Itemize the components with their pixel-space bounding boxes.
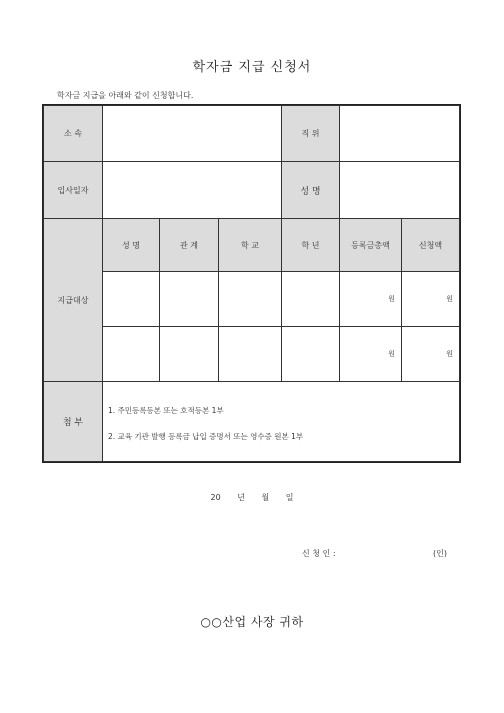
applicant-label: 신 청 인 : [302, 549, 336, 558]
payee-1-grade-field[interactable] [281, 271, 340, 327]
col-header-school: 학 교 [218, 218, 282, 272]
col-header-name: 성 명 [102, 218, 160, 272]
payee-2-relation-field[interactable] [159, 326, 219, 382]
date-year-unit: 년 [237, 493, 245, 502]
payee-1-requested-field[interactable] [401, 271, 460, 327]
recipient-line: ○○산업 사장 귀하 [200, 615, 304, 629]
col-header-tuition-total: 등록금총액 [339, 218, 402, 272]
date-day-unit: 일 [285, 493, 294, 502]
payee-1-relation-field[interactable] [159, 271, 219, 327]
position-field[interactable] [339, 105, 460, 162]
won-unit: 원 [388, 350, 395, 358]
name-field[interactable] [339, 161, 460, 219]
seal-mark: (인) [433, 549, 447, 558]
won-unit: 원 [446, 350, 453, 358]
col-header-requested-amount: 신청액 [401, 218, 460, 272]
payee-2-grade-field[interactable] [281, 326, 340, 382]
application-form-table [42, 104, 461, 463]
col-header-grade: 학 년 [281, 218, 340, 272]
date-year: 20 [210, 493, 221, 502]
won-unit: 원 [388, 295, 395, 303]
attachment-item: 2. 교육 기관 발행 등록금 납입 증명서 또는 영수증 원본 1부 [108, 432, 304, 441]
attachment-item: 1. 주민등록등본 또는 호적등본 1부 [108, 406, 224, 415]
payee-1-school-field[interactable] [218, 271, 282, 327]
attachment-list [102, 381, 460, 462]
position-label: 직 위 [281, 105, 340, 162]
col-header-relation: 관 계 [159, 218, 219, 272]
payee-1-tuition-field[interactable] [339, 271, 402, 327]
attachment-label: 첨 부 [43, 381, 103, 462]
date-line [0, 492, 504, 503]
name-label: 성 명 [281, 161, 340, 219]
payee-label: 지급대상 [43, 218, 103, 382]
date-month-unit: 월 [261, 493, 270, 502]
payee-2-requested-field[interactable] [401, 326, 460, 382]
payee-1-name-field[interactable] [102, 271, 160, 327]
affiliation-field[interactable] [102, 105, 282, 162]
hire-date-label: 입사일자 [43, 161, 103, 219]
affiliation-label: 소 속 [43, 105, 103, 162]
payee-2-tuition-field[interactable] [339, 326, 402, 382]
hire-date-field[interactable] [102, 161, 282, 219]
payee-2-school-field[interactable] [218, 326, 282, 382]
payee-2-name-field[interactable] [102, 326, 160, 382]
won-unit: 원 [446, 295, 453, 303]
document-title: 학자금 지급 신청서 [192, 60, 312, 75]
intro-text: 학자금 지급을 아래와 같이 신청합니다. [57, 91, 194, 100]
